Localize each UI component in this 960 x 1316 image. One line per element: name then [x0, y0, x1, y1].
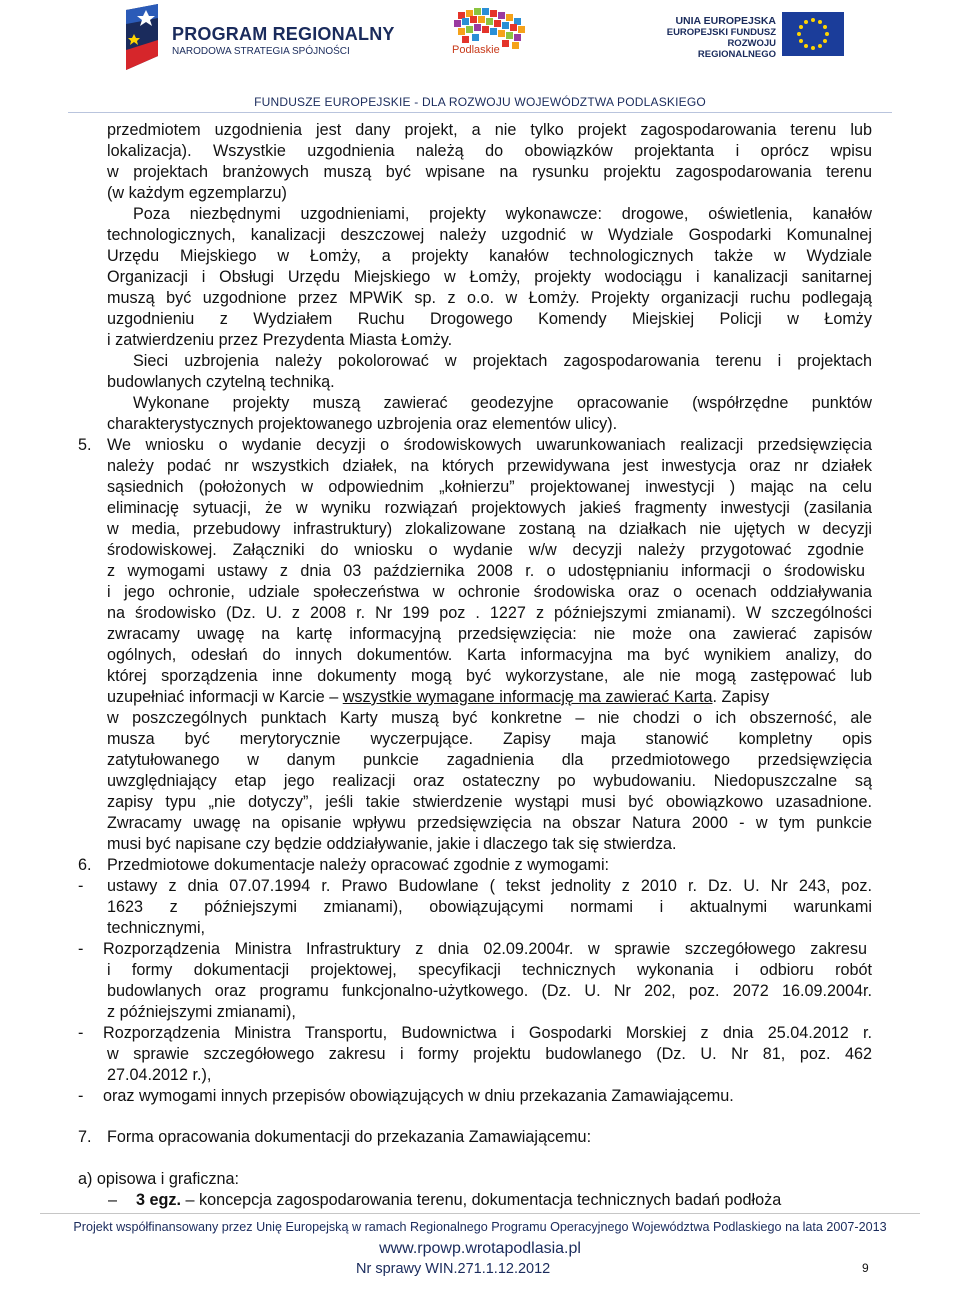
body-line: musi być napisane czy będzie oddziaływanie, jakie i dlaczego tak się stwierdza. [107, 835, 677, 853]
eu-flag-icon [782, 12, 844, 56]
body-line: muszą być uzgodnione przez MPWiK sp. z o.o. w Łomży. Projekty organizacji ruchu podlegają [107, 289, 872, 307]
body-line: ustawy z dnia 07.07.1994 r. Prawo Budowlane ( tekst jednolity z 2010 r. Dz. U. Nr 243, poz. [107, 877, 872, 895]
body-text-fragment: . Zapisy [712, 688, 770, 706]
body-line: oraz wymogami innych przepisów obowiązujących w dniu przekazania Zamawiającemu. [103, 1087, 734, 1105]
body-line: Organizacji i Obsługi Urzędu Miejskiego w Łomży, projekty wodociągu i kanalizacji sanitarnej [107, 268, 872, 286]
eu-line-3: ROZWOJU REGIONALNEGO [697, 38, 776, 60]
body-line: eliminację sytuacji, że w wyniku rozwiązań projektowych jakieś fragmenty inwestycji (zasilania [107, 499, 872, 517]
list-number: 7. [78, 1128, 92, 1146]
body-line: Poza niezbędnymi uzgodnieniami, projekty wykonawcze: drogowe, oświetlenia, kanałów [133, 205, 872, 223]
list-dash: - [78, 1024, 84, 1042]
body-line [136, 1190, 781, 1211]
list-dash: - [78, 1087, 84, 1105]
body-line: uwzględniający etap jego realizacji oraz ostateczny po wybudowaniu. Niedopuszczalne są [107, 772, 872, 790]
copies-count: 3 egz. [136, 1191, 181, 1209]
body-line: środowiskowej. Załączniki do wniosku o wydanie w/w decyzji należy przygotować zgodnie [107, 541, 864, 559]
header-divider [68, 112, 892, 113]
body-line: Wykonane projekty muszą zawierać geodezyjne opracowanie (współrzędne punktów [133, 394, 872, 412]
body-line: Sieci uzbrojenia należy pokolorować w projektach zagospodarowania terenu i projektach [133, 352, 872, 370]
body-line: a) opisowa i graficzna: [78, 1170, 240, 1188]
body-line: 1623 z późniejszymi zmianami), obowiązującymi normami i aktualnymi warunkami [107, 898, 872, 916]
page-header [0, 0, 960, 118]
body-line: Rozporządzenia Ministra Transportu, Budownictwa i Gospodarki Morskiej z dnia 25.04.2012 r. [103, 1024, 872, 1042]
body-line: budowlanych oraz programu funkcjonalno-użytkowego. (Dz. U. Nr 202, poz. 2072 16.09.2004r. [107, 982, 872, 1000]
body-line: Urzędu Miejskiego w Łomży, a projekty kanałów technologicznych także w Wydziale [107, 247, 872, 265]
body-line-with-underline [107, 687, 872, 708]
body-line: z późniejszymi zmianami), [107, 1003, 296, 1021]
body-line: uzgodnieniu z Wydziałem Ruchu Drogowego Komendy Miejskiej Policji w Łomży [107, 310, 872, 328]
body-line: zapisy typu „nie dotyczy”, jeśli takie stwierdzenie wystąpi musi być obowiązkowo uzasadnione. [107, 793, 872, 811]
header-tagline: FUNDUSZE EUROPEJSKIE - DLA ROZWOJU WOJEWÓDZTWA PODLASKIEGO [254, 95, 706, 109]
body-line: w poszczególnych punktach Karty muszą być konkretne – nie chodzi o ich obszerność, ale [107, 709, 872, 727]
list-number: 6. [78, 856, 92, 874]
list-dash: - [78, 940, 84, 958]
program-regionalny-subtitle: NARODOWA STRATEGIA SPÓJNOŚCI [172, 46, 350, 57]
case-number: Nr sprawy WIN.271.1.12.2012 [356, 1261, 551, 1277]
body-line: charakterystycznych projektowanego uzbrojenia oraz elementów ulicy). [107, 415, 618, 433]
body-line: musza być merytorycznie wyczerpujące. Zapisy maja stanowić kompletny opis [107, 730, 872, 748]
cofinance-note: Projekt współfinansowany przez Unię Europejską w ramach Regionalnego Programu Operacyjnego Województwa Podlaskiego na lata 2007-2013 [73, 1220, 887, 1234]
body-text-fragment: uzupełniać informacji w Karcie – [107, 688, 343, 706]
body-line: na środowisko (Dz. U. z 2008 r. Nr 199 poz . 1227 z późniejszymi zmianami). W szczególności [107, 604, 872, 622]
podlaskie-label: Podlaskie [452, 44, 500, 56]
body-line: i jego ochronie, udziale społeczeństwa w ochronie środowiska oraz o ocenach oddziaływania [107, 583, 872, 601]
body-line: w sprawie szczegółowego zakresu i formy projektu budowlanego (Dz. U. Nr 81, poz. 462 [107, 1045, 872, 1063]
body-line: budowlanych czytelną techniką. [107, 373, 335, 391]
body-line: ogólnych, odesłań do innych dokumentów. Karta informacyjna ma być wynikiem analizy, do [107, 646, 872, 664]
body-line: zwracamy uwagę na kartę informacyjną przedsięwzięcia: nie może ona zawierać zapisów [107, 625, 872, 643]
body-line: w projektach branżowych muszą być wpisane na rysunku projektu zagospodarowania terenu [107, 163, 872, 181]
body-line: Forma opracowania dokumentacji do przekazania Zamawiającemu: [107, 1128, 592, 1146]
list-number: 5. [78, 436, 92, 454]
body-line: Przedmiotowe dokumentacje należy opracować zgodnie z wymogami: [107, 856, 610, 874]
body-line: z wymogami ustawy z dnia 03 października 2008 r. o udostępnianiu informacji o środowisku [107, 562, 865, 580]
eu-line-2: EUROPEJSKI FUNDUSZ [666, 27, 776, 38]
page-number: 9 [862, 1261, 869, 1275]
underlined-emphasis: wszystkie wymagane informację ma zawierać Karta [342, 688, 713, 706]
program-regionalny-logo [120, 4, 395, 70]
program-regionalny-title: PROGRAM REGIONALNY [172, 24, 395, 44]
podlaskie-bison-logo [438, 6, 538, 68]
body-line: i zatwierdzeniu przez Prezydenta Miasta Łomży. [107, 331, 453, 349]
body-line: której sporządzenia inne dokumenty mogą być wykorzystane, ale nie mogą zastępować lub [107, 667, 872, 685]
eu-fund-logo [664, 10, 854, 60]
body-line: i formy dokumentacji projektowej, specyfikacji technicznych wykonania i odbioru robót [107, 961, 872, 979]
body-line: Zwracamy uwagę na opisanie wpływu przedsięwzięcia na obszar Natura 2000 - w tym punkcie [107, 814, 872, 832]
body-text-fragment: – koncepcja zagospodarowania terenu, dokumentacja technicznych badań podłoża [180, 1191, 782, 1209]
footer-divider [40, 1213, 920, 1214]
body-line: We wniosku o wydanie decyzji o środowiskowych uwarunkowaniach realizacji przedsięwzięcia [107, 436, 872, 454]
eu-line-1: UNIA EUROPEJSKA [675, 15, 776, 27]
eu-fund-text [664, 16, 776, 60]
body-line: technologicznych, kanalizacji deszczowej należy uzgodnić w Wydziale Gospodarki Komunalnej [107, 226, 872, 244]
list-dash: – [108, 1191, 118, 1209]
body-line: przedmiotem uzgodnienia jest dany projekt, a nie tylko projekt zagospodarowania terenu lub [107, 121, 872, 139]
body-line: Rozporządzenia Ministra Infrastruktury z dnia 02.09.2004r. w sprawie szczegółowego zakresu [103, 940, 867, 958]
website-link[interactable]: www.rpowp.wrotapodlasia.pl [379, 1240, 581, 1257]
body-line: 27.04.2012 r.), [107, 1066, 212, 1084]
body-line: (w każdym egzemplarzu) [107, 184, 287, 202]
body-line: zatytułowanego w danym punkcie zagadnienia dla przedmiotowego przedsięwzięcia [107, 751, 872, 769]
body-line: należy podać nr wszystkich działek, na których przewidywana jest inwestycja oraz nr działek [107, 457, 872, 475]
body-line: technicznymi, [107, 919, 206, 937]
body-line: sąsiednich (położonych w odpowiednim „kołnierzu” projektowanej inwestycji ) mając na celu [107, 478, 872, 496]
program-regionalny-flag-icon [124, 4, 162, 70]
list-dash: - [78, 877, 84, 895]
body-line: lokalizacja). Wszystkie uzgodnienia należą do obowiązków projektanta i oprócz wpisu [107, 142, 872, 160]
body-line: w media, przebudowy infrastruktury) zlokalizowane zostaną na działkach nie ujętych w decyzji [107, 520, 872, 538]
